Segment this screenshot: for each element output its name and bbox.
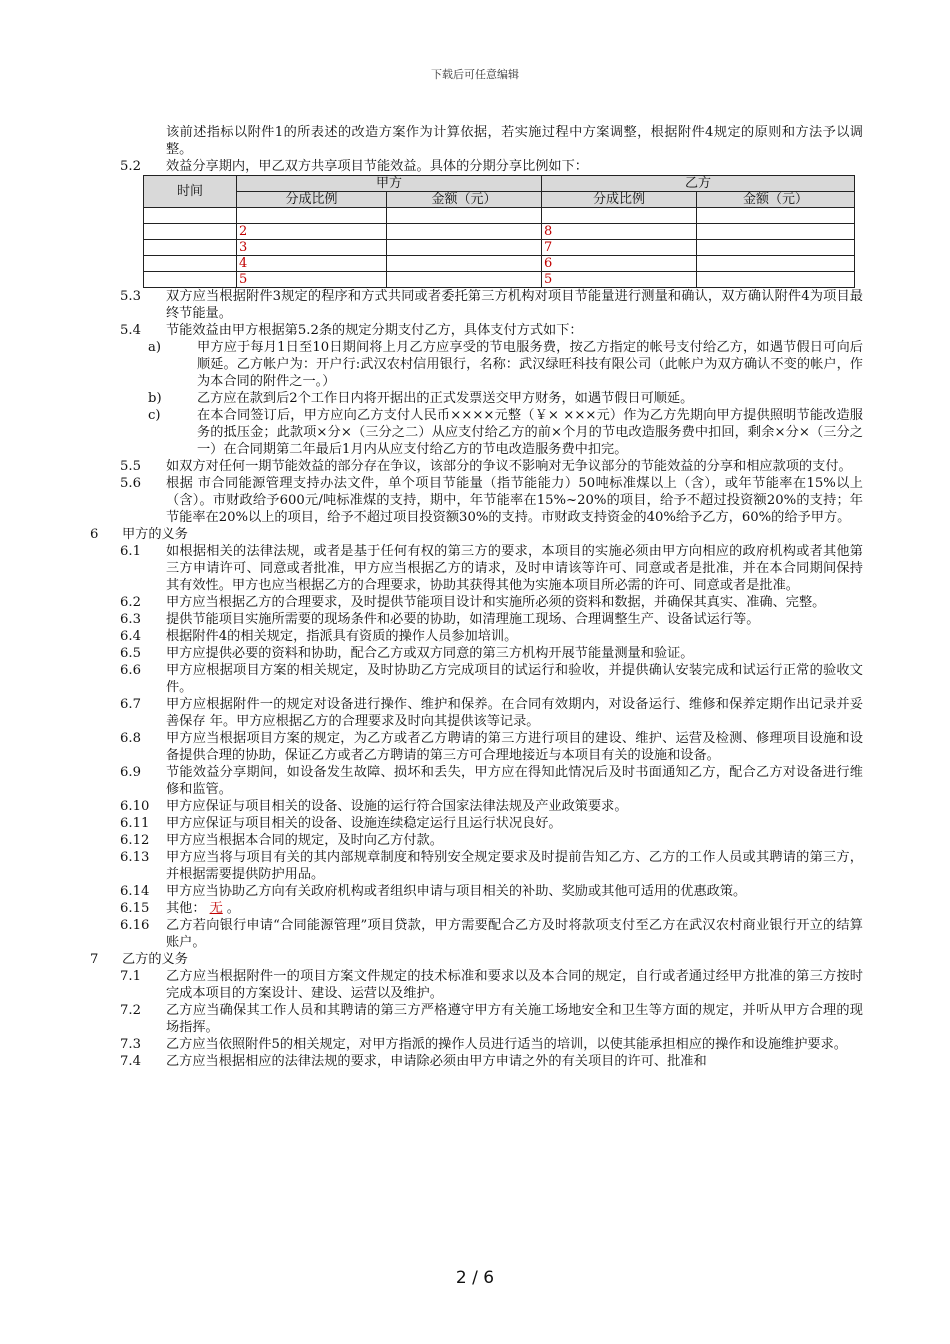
clause-5-4-c	[0, 407, 950, 458]
clause-6-8	[0, 730, 950, 764]
clause-text: 提供节能项目实施所需要的现场条件和必要的协助，如清理施工现场、合理调整生产、设备试运行等。	[166, 612, 760, 627]
table-row	[144, 224, 855, 240]
section-number: 6	[90, 527, 99, 542]
clause-6-10	[0, 798, 950, 815]
a-ratio-cell: 5	[237, 272, 387, 288]
clause-number: 7.4	[120, 1054, 141, 1069]
b-amount-cell	[697, 256, 855, 272]
clause-number: 6.1	[120, 544, 141, 559]
clause-6-14	[0, 883, 950, 900]
b-ratio-cell	[542, 208, 697, 224]
clause-number: 6.12	[120, 833, 150, 848]
a-ratio-cell	[237, 208, 387, 224]
clause-number: 6.3	[120, 612, 141, 627]
clause-number: 6.14	[120, 884, 150, 899]
b-amount-cell	[697, 272, 855, 288]
table-row	[144, 272, 855, 288]
clause-6-5	[0, 645, 950, 662]
clause-number: 5.2	[120, 159, 141, 174]
clause-7-2	[0, 1002, 950, 1036]
a-ratio-cell: 3	[237, 240, 387, 256]
table-row	[144, 256, 855, 272]
time-cell	[144, 240, 237, 256]
clause-number: 6.16	[120, 918, 150, 933]
clause-6-7	[0, 696, 950, 730]
clause-number: 7.2	[120, 1003, 141, 1018]
clause-number: 6.8	[120, 731, 141, 746]
clause-6-13	[0, 849, 950, 883]
clause-number: 6.7	[120, 697, 141, 712]
other-label: 其他：	[166, 901, 206, 916]
section-title: 乙方的义务	[122, 952, 188, 967]
header-party-a: 甲方	[237, 176, 542, 192]
clause-text: 甲方应当根据乙方的合理要求，及时提供节能项目设计和实施所必须的资料和数据，并确保其真实、准确、完整。	[166, 595, 826, 610]
clause-7-4	[0, 1053, 950, 1070]
clause-number: b)	[148, 391, 162, 406]
clause-6-11	[0, 815, 950, 832]
clause-number: c)	[148, 408, 161, 423]
clause-text: 根据附件4的相关规定，指派具有资质的操作人员参加培训。	[166, 629, 518, 644]
clause-5-5	[0, 458, 950, 475]
clause-5-3	[0, 288, 950, 322]
clause-number: 6.2	[120, 595, 141, 610]
clause-text: 乙方应当根据相应的法律法规的要求，申请除必须由甲方申请之外的有关项目的许可、批准和	[166, 1054, 707, 1069]
clause-number: 6.10	[120, 799, 150, 814]
section-6-heading	[0, 526, 950, 543]
b-amount-cell	[697, 240, 855, 256]
clause-6-4	[0, 628, 950, 645]
page-header: 下载后可任意编辑	[431, 68, 519, 81]
clause-text: 甲方应根据项目方案的相关规定，及时协助乙方完成项目的试运行和验收，并提供确认安装完成和试运行正常的验收文件。	[166, 663, 863, 695]
time-cell	[144, 224, 237, 240]
header-party-b: 乙方	[542, 176, 855, 192]
clause-text: 甲方应当将与项目有关的其内部规章制度和特别安全规定要求及时提前告知乙方、乙方的工作人员或其聘请的第三方，并根据需要提供防护用品。	[166, 850, 863, 882]
clause-5-4-b	[0, 390, 950, 407]
a-ratio-cell: 2	[237, 224, 387, 240]
clause-number: 5.3	[120, 289, 141, 304]
clause-6-9	[0, 764, 950, 798]
b-ratio-cell: 6	[542, 256, 697, 272]
table-row	[144, 208, 855, 224]
clause-7-1	[0, 968, 950, 1002]
clause-6-15	[0, 900, 950, 917]
b-ratio-cell: 5	[542, 272, 697, 288]
clause-number: 5.6	[120, 476, 141, 491]
b-amount-cell	[697, 224, 855, 240]
clause-text: 乙方应在款到后2个工作日内将开据出的正式发票送交甲方财务，如遇节假日可顺延。	[197, 391, 694, 406]
clause-text: 在本合同签订后，甲方应向乙方支付人民币××××元整（￥× ×××元）作为乙方先期向甲方提供照明节能改造服务的抵压金；此款项×分×（三分之二）从应支付给乙方的前×个月的节电改造服务费中扣回，剩余×分×（三分之一）在合同期第二年最后1月内从应支付给乙方的节电改造服务费中扣完。	[197, 408, 863, 457]
a-amount-cell	[387, 224, 542, 240]
clause-number: 6.15	[120, 901, 150, 916]
clause-text: 甲方应保证与项目相关的设备、设施的运行符合国家法律法规及产业政策要求。	[166, 799, 628, 814]
clause-text: 如双方对任何一期节能效益的部分存在争议，该部分的争议不影响对无争议部分的节能效益的分享和相应款项的支付。	[166, 459, 852, 474]
share-ratio-table	[143, 175, 855, 288]
other-tail: 。	[226, 901, 240, 916]
clause-6-3	[0, 611, 950, 628]
clause-number: 5.5	[120, 459, 141, 474]
clause-text: 乙方应当依照附件5的相关规定，对甲方指派的操作人员进行适当的培训，以使其能承担相应的操作和设施维护要求。	[166, 1037, 847, 1052]
clause-number: 6.4	[120, 629, 141, 644]
clause-5-2	[0, 158, 950, 175]
section-number: 7	[90, 952, 99, 967]
clause-5-6	[0, 475, 950, 526]
time-cell	[144, 256, 237, 272]
a-amount-cell	[387, 240, 542, 256]
clause-6-12	[0, 832, 950, 849]
a-amount-cell	[387, 208, 542, 224]
clause-text: 根据 市合同能源管理支持办法文件，单个项目节能量（指节能能力）50吨标准煤以上（含），或年节能率在15%以上（含）。市财政给予600元/吨标准煤的支持，期中，年节能率在15%~20%的项目，给予不超过投资额20%的支持；年节能率在20%以上的项目，给予不超过项目投资额30%的支持。市财政支持资金的40%给予乙方，60%的给予甲方。	[166, 476, 863, 525]
section-7-heading	[0, 951, 950, 968]
b-amount-cell	[697, 208, 855, 224]
clause-text: 效益分享期内，甲乙双方共享项目节能效益。具体的分期分享比例如下：	[166, 159, 588, 174]
header-time: 时间	[144, 176, 237, 208]
b-ratio-cell: 7	[542, 240, 697, 256]
clause-text	[166, 900, 863, 917]
intro-paragraph: 该前述指标以附件1的所表述的改造方案作为计算依据，若实施过程中方案调整，根据附件4规定的原则和方法予以调整。	[166, 125, 863, 157]
document-body	[0, 124, 950, 1070]
a-ratio-cell: 4	[237, 256, 387, 272]
clause-text: 乙方若向银行申请“合同能源管理”项目贷款，甲方需要配合乙方及时将款项支付至乙方在武汉农村商业银行开立的结算账户。	[166, 918, 863, 950]
time-cell	[144, 272, 237, 288]
clause-text: 节能效益由甲方根据第5.2条的规定分期支付乙方，具体支付方式如下：	[166, 323, 583, 338]
clause-7-3	[0, 1036, 950, 1053]
clause-number: 5.4	[120, 323, 141, 338]
clause-text: 甲方应保证与项目相关的设备、设施连续稳定运行且运行状况良好。	[166, 816, 562, 831]
header-b-amount: 金额（元）	[697, 192, 855, 208]
clause-5-4-a	[0, 339, 950, 390]
header-a-amount: 金额（元）	[387, 192, 542, 208]
a-amount-cell	[387, 256, 542, 272]
clause-text: 甲方应当协助乙方向有关政府机构或者组织申请与项目相关的补助、奖励或其他可适用的优惠政策。	[166, 884, 747, 899]
header-a-ratio: 分成比例	[237, 192, 387, 208]
time-cell	[144, 208, 237, 224]
clause-number: 7.3	[120, 1037, 141, 1052]
clause-text: 乙方应当确保其工作人员和其聘请的第三方严格遵守甲方有关施工场地安全和卫生等方面的规定，并听从甲方合理的现场指挥。	[166, 1003, 863, 1035]
clause-text: 甲方应于每月1日至10日期间将上月乙方应享受的节电服务费，按乙方指定的帐号支付给乙方，如遇节假日可向后顺延。乙方帐户为：开户行:武汉农村信用银行，名称：武汉绿旺科技有限公司（此帐户为双方确认不变的帐户，作为本合同的附件之一。）	[197, 340, 863, 389]
clause-6-2	[0, 594, 950, 611]
a-amount-cell	[387, 272, 542, 288]
clause-5-4	[0, 322, 950, 339]
clause-number: 6.6	[120, 663, 141, 678]
clause-text: 甲方应当根据本合同的规定，及时向乙方付款。	[166, 833, 443, 848]
clause-number: 6.11	[120, 816, 150, 831]
clause-6-1	[0, 543, 950, 594]
clause-6-16	[0, 917, 950, 951]
clause-text: 节能效益分享期间，如设备发生故障、损坏和丢失，甲方应在得知此情况后及时书面通知乙方，配合乙方对设备进行维修和监管。	[166, 765, 863, 797]
page-number: 2 / 6	[455, 1268, 495, 1288]
b-ratio-cell: 8	[542, 224, 697, 240]
header-b-ratio: 分成比例	[542, 192, 697, 208]
clause-number: 7.1	[120, 969, 141, 984]
clause-text: 乙方应当根据附件一的项目方案文件规定的技术标准和要求以及本合同的规定，自行或者通过经甲方批准的第三方按时完成本项目的方案设计、建设、运营以及维护。	[166, 969, 863, 1001]
clause-number: 6.9	[120, 765, 141, 780]
clause-number: a)	[148, 340, 162, 355]
clause-text: 甲方应当根据项目方案的规定，为乙方或者乙方聘请的第三方进行项目的建设、维护、运营及检测、修理项目设施和设备提供合理的协助，保证乙方或者乙方聘请的第三方可合理地接近与本项目有关的设施和设备。	[166, 731, 863, 763]
section-title: 甲方的义务	[122, 527, 188, 542]
clause-number: 6.5	[120, 646, 141, 661]
clause-text: 双方应当根据附件3规定的程序和方式共同或者委托第三方机构对项目节能量进行测量和确认，双方确认附件4为项目最终节能量。	[166, 289, 863, 321]
table-row	[144, 240, 855, 256]
clause-text: 如根据相关的法律法规，或者是基于任何有权的第三方的要求，本项目的实施必须由甲方向相应的政府机构或者其他第三方申请许可、同意或者批准，甲方应当根据乙方的请求，及时申请该等许可、同意或者是批准，并在本合同期间保持其有效性。甲方也应当根据乙方的合理要求，协助其获得其他为实施本项目所必需的许可、同意或者是批准。	[166, 544, 863, 593]
clause-6-6	[0, 662, 950, 696]
clause-text: 甲方应提供必要的资料和协助，配合乙方或双方同意的第三方机构开展节能量测量和验证。	[166, 646, 694, 661]
clause-text: 甲方应根据附件一的规定对设备进行操作、维护和保养。在合同有效期内，对设备运行、维修和保养定期作出记录并妥善保存 年。甲方应根据乙方的合理要求及时向其提供该等记录。	[166, 697, 863, 729]
clause-number: 6.13	[120, 850, 150, 865]
other-value: 无	[209, 901, 223, 916]
